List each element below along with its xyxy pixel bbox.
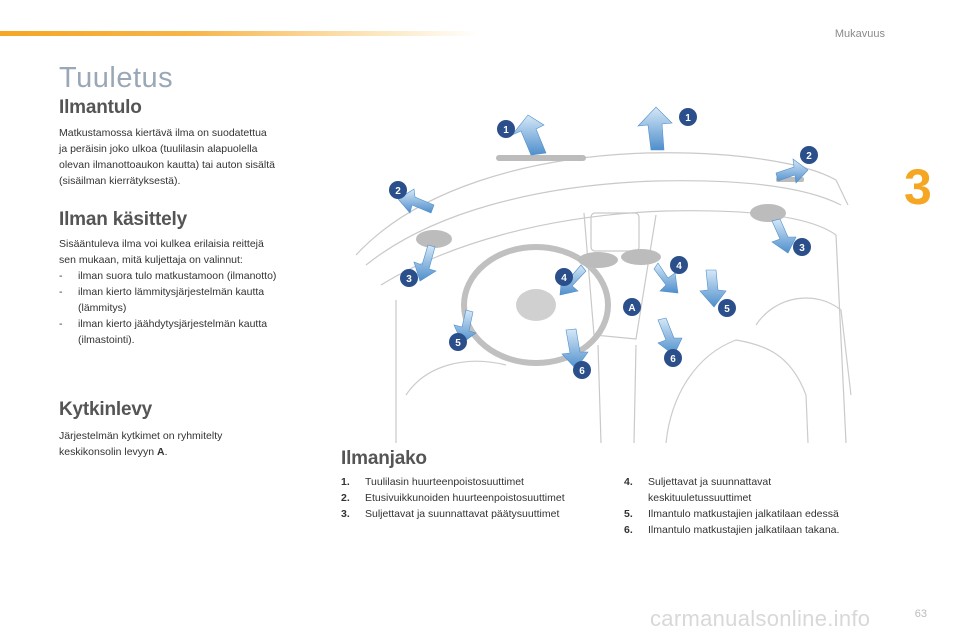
heading-ilmanjako: Ilmanjako [341,448,427,469]
marker-5 [718,299,736,317]
svg-text:5: 5 [724,304,730,315]
svg-text:1: 1 [503,125,509,136]
kasittely-list [59,268,329,348]
svg-text:3: 3 [799,243,805,254]
heading-ilman-kasittely: Ilman käsittely [59,209,187,230]
ilmanjako-list-right [624,474,894,538]
list-item: 3. Suljettavat ja suunnattavat päätysuuttimet [341,508,560,520]
svg-text:4: 4 [561,273,567,284]
chapter-number: 3 [904,159,932,215]
svg-text:2: 2 [806,151,812,162]
page-number: 63 [914,608,927,620]
svg-text:4: 4 [676,261,682,272]
list-item: 4. Suljettavat ja suunnattavat keskituuletussuuttimet [624,476,772,504]
heading-kytkinlevy: Kytkinlevy [59,399,153,420]
kasittely-intro [59,236,329,268]
svg-text:6: 6 [579,366,585,377]
ilmantulo-paragraph [59,125,329,189]
list-item: 1. Tuulilasin huurteenpoistosuuttimet [341,476,524,488]
heading-ilmantulo: Ilmantulo [59,97,142,118]
page-title: Tuuletus [59,62,174,94]
list-item: - ilman kierto lämmitysjärjestelmän kautta (lämmitys) [59,286,265,314]
kasittely-intro-line: Sisääntuleva ilma voi kulkea erilaisia reittejä [59,238,264,250]
list-item: - ilman suora tulo matkustamoon (ilmanotto) [59,270,277,282]
svg-text:6: 6 [670,354,676,365]
marker-4 [555,268,573,286]
panel-label-a: A [157,446,165,458]
marker-1 [497,120,515,138]
marker-4 [670,256,688,274]
ilmantulo-line: ja peräisin joko ulkoa (tuulilasin alapuolella [59,143,258,155]
kasittely-intro-line: sen mukaan, mitä kuljettaja on valinnut: [59,254,243,266]
list-item: 5. Ilmantulo matkustajien jalkatilaan edessä [624,508,839,520]
marker-3 [793,238,811,256]
watermark: carmanualsonline.info [650,606,871,631]
marker-5 [449,333,467,351]
ilmantulo-line: Matkustamossa kiertävä ilma on suodatettua [59,127,267,139]
marker-2 [800,146,818,164]
svg-text:A: A [628,303,636,314]
ilmantulo-line: olevan ilmanottoaukon kautta) tai auton sisältä [59,159,275,171]
list-item: - ilman kierto jäähdytysjärjestelmän kautta (ilmastointi). [59,318,268,346]
ilmantulo-line: (sisäilman kierrätyksestä). [59,175,181,187]
section-name: Mukavuus [834,28,885,40]
svg-text:3: 3 [406,274,412,285]
marker-2 [389,181,407,199]
marker-1 [679,108,697,126]
svg-text:2: 2 [395,186,401,197]
list-item: 2. Etusivuikkunoiden huurteenpoistosuuttimet [341,492,565,504]
list-item: 6. Ilmantulo matkustajien jalkatilaan takana. [624,524,840,536]
marker-6 [573,361,591,379]
header-accent-bar [0,31,480,36]
ventilation-illustration [336,95,868,443]
marker-6 [664,349,682,367]
marker-a [623,298,641,316]
kytkinlevy-paragraph: Järjestelmän kytkimet on ryhmitelty keskikonsolin levyyn A. [59,430,223,458]
ilmanjako-list-left [341,474,611,522]
svg-text:1: 1 [685,113,691,124]
svg-text:5: 5 [455,338,461,349]
marker-3 [400,269,418,287]
